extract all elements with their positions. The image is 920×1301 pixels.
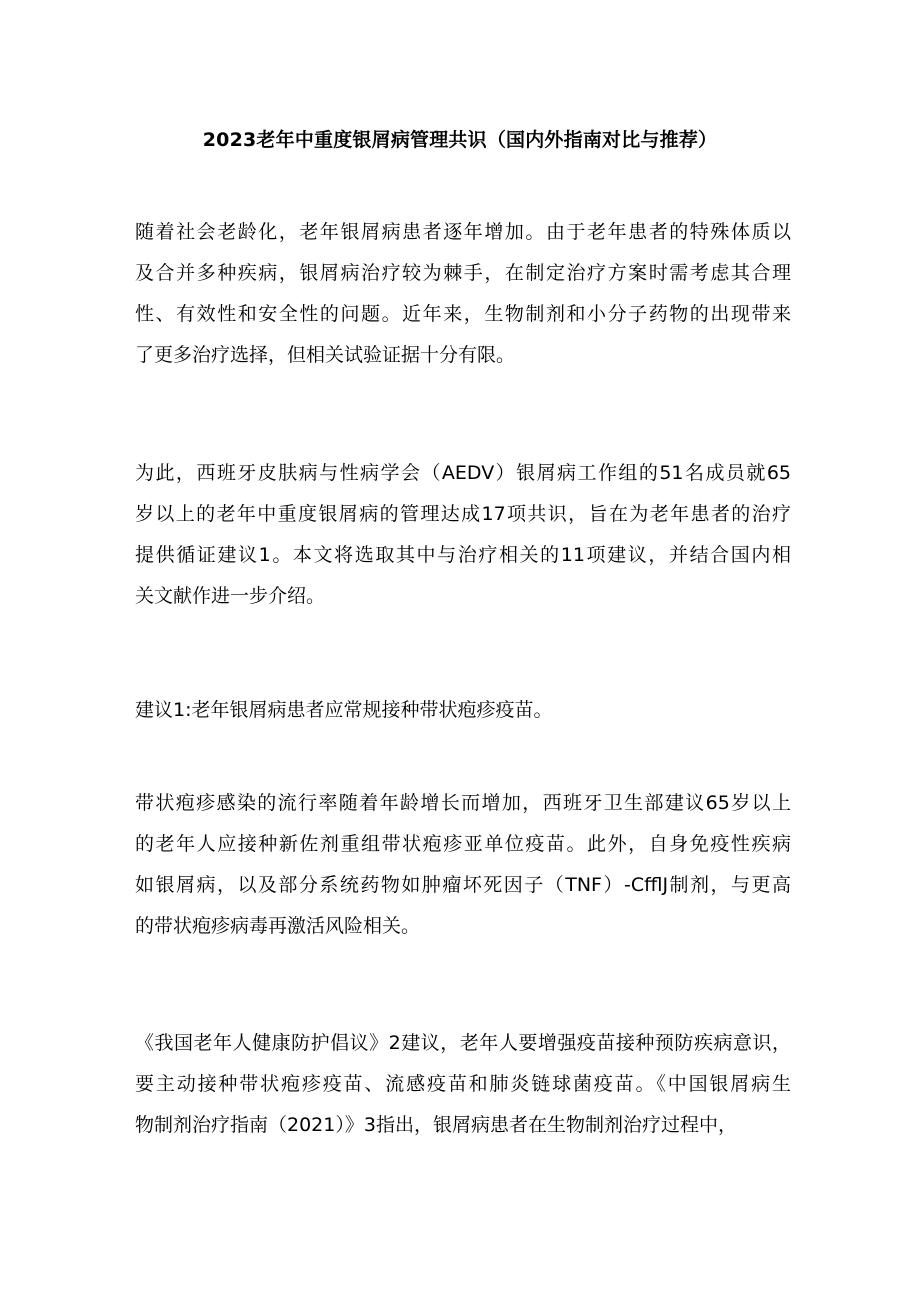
paragraph-line: 的带状疱疹病毒再激活风险相关。 [135,915,421,937]
paragraph-line: 岁以上的老年中重度银屑病的管理达成17项共识，旨在为老年患者的治疗 [135,503,791,525]
paragraph-intro [135,212,791,376]
paragraph-line: 性、有效性和安全性的问题。近年来，生物制剂和小分子药物的出现带来 [135,303,791,325]
paragraph-line: 提供循证建议1。本文将选取其中与治疗相关的11项建议，并结合国内相 [135,544,791,566]
paragraph-line: 的老年人应接种新佐剂重组带状疱疹亚单位疫苗。此外，自身免疫性疾病 [135,833,791,855]
paragraph-line: 建议1:老年银屑病患者应常规接种带状疱疹疫苗。 [135,699,553,721]
paragraph-herpes-zoster [135,783,791,947]
paragraph-vaccination-guidance [135,1023,791,1146]
recommendation-heading [135,690,791,731]
paragraph-line: 随着社会老龄化，老年银屑病患者逐年增加。由于老年患者的特殊体质以 [135,221,791,243]
paragraph-line: 如银屑病，以及部分系统药物如肿瘤坏死因子（TNF）-CfflJ制剂，与更高 [135,874,791,896]
document-title: 2023老年中重度银屑病管理共识（国内外指南对比与推荐） [202,129,718,151]
paragraph-line: 带状疱疹感染的流行率随着年龄增长而增加，西班牙卫生部建议65岁以上 [135,792,791,814]
paragraph-line: 物制剂治疗指南（2021）》3指出，银屑病患者在生物制剂治疗过程中， [135,1114,737,1136]
paragraph-line: 《我国老年人健康防护倡议》2建议，老年人要增强疫苗接种预防疾病意识， [135,1032,791,1054]
paragraph-line: 为此，西班牙皮肤病与性病学会（AEDV）银屑病工作组的51名成员就65 [135,462,791,484]
paragraph-consensus [135,453,791,617]
paragraph-line: 了更多治疗选择，但相关试验证据十分有限。 [135,344,516,366]
paragraph-line: 要主动接种带状疱疹疫苗、流感疫苗和肺炎链球菌疫苗。《中国银屑病生 [135,1073,791,1095]
paragraph-line: 关文献作进一步介绍。 [135,585,326,607]
paragraph-line: 及合并多种疾病，银屑病治疗较为棘手，在制定治疗方案时需考虑其合理 [135,262,791,284]
